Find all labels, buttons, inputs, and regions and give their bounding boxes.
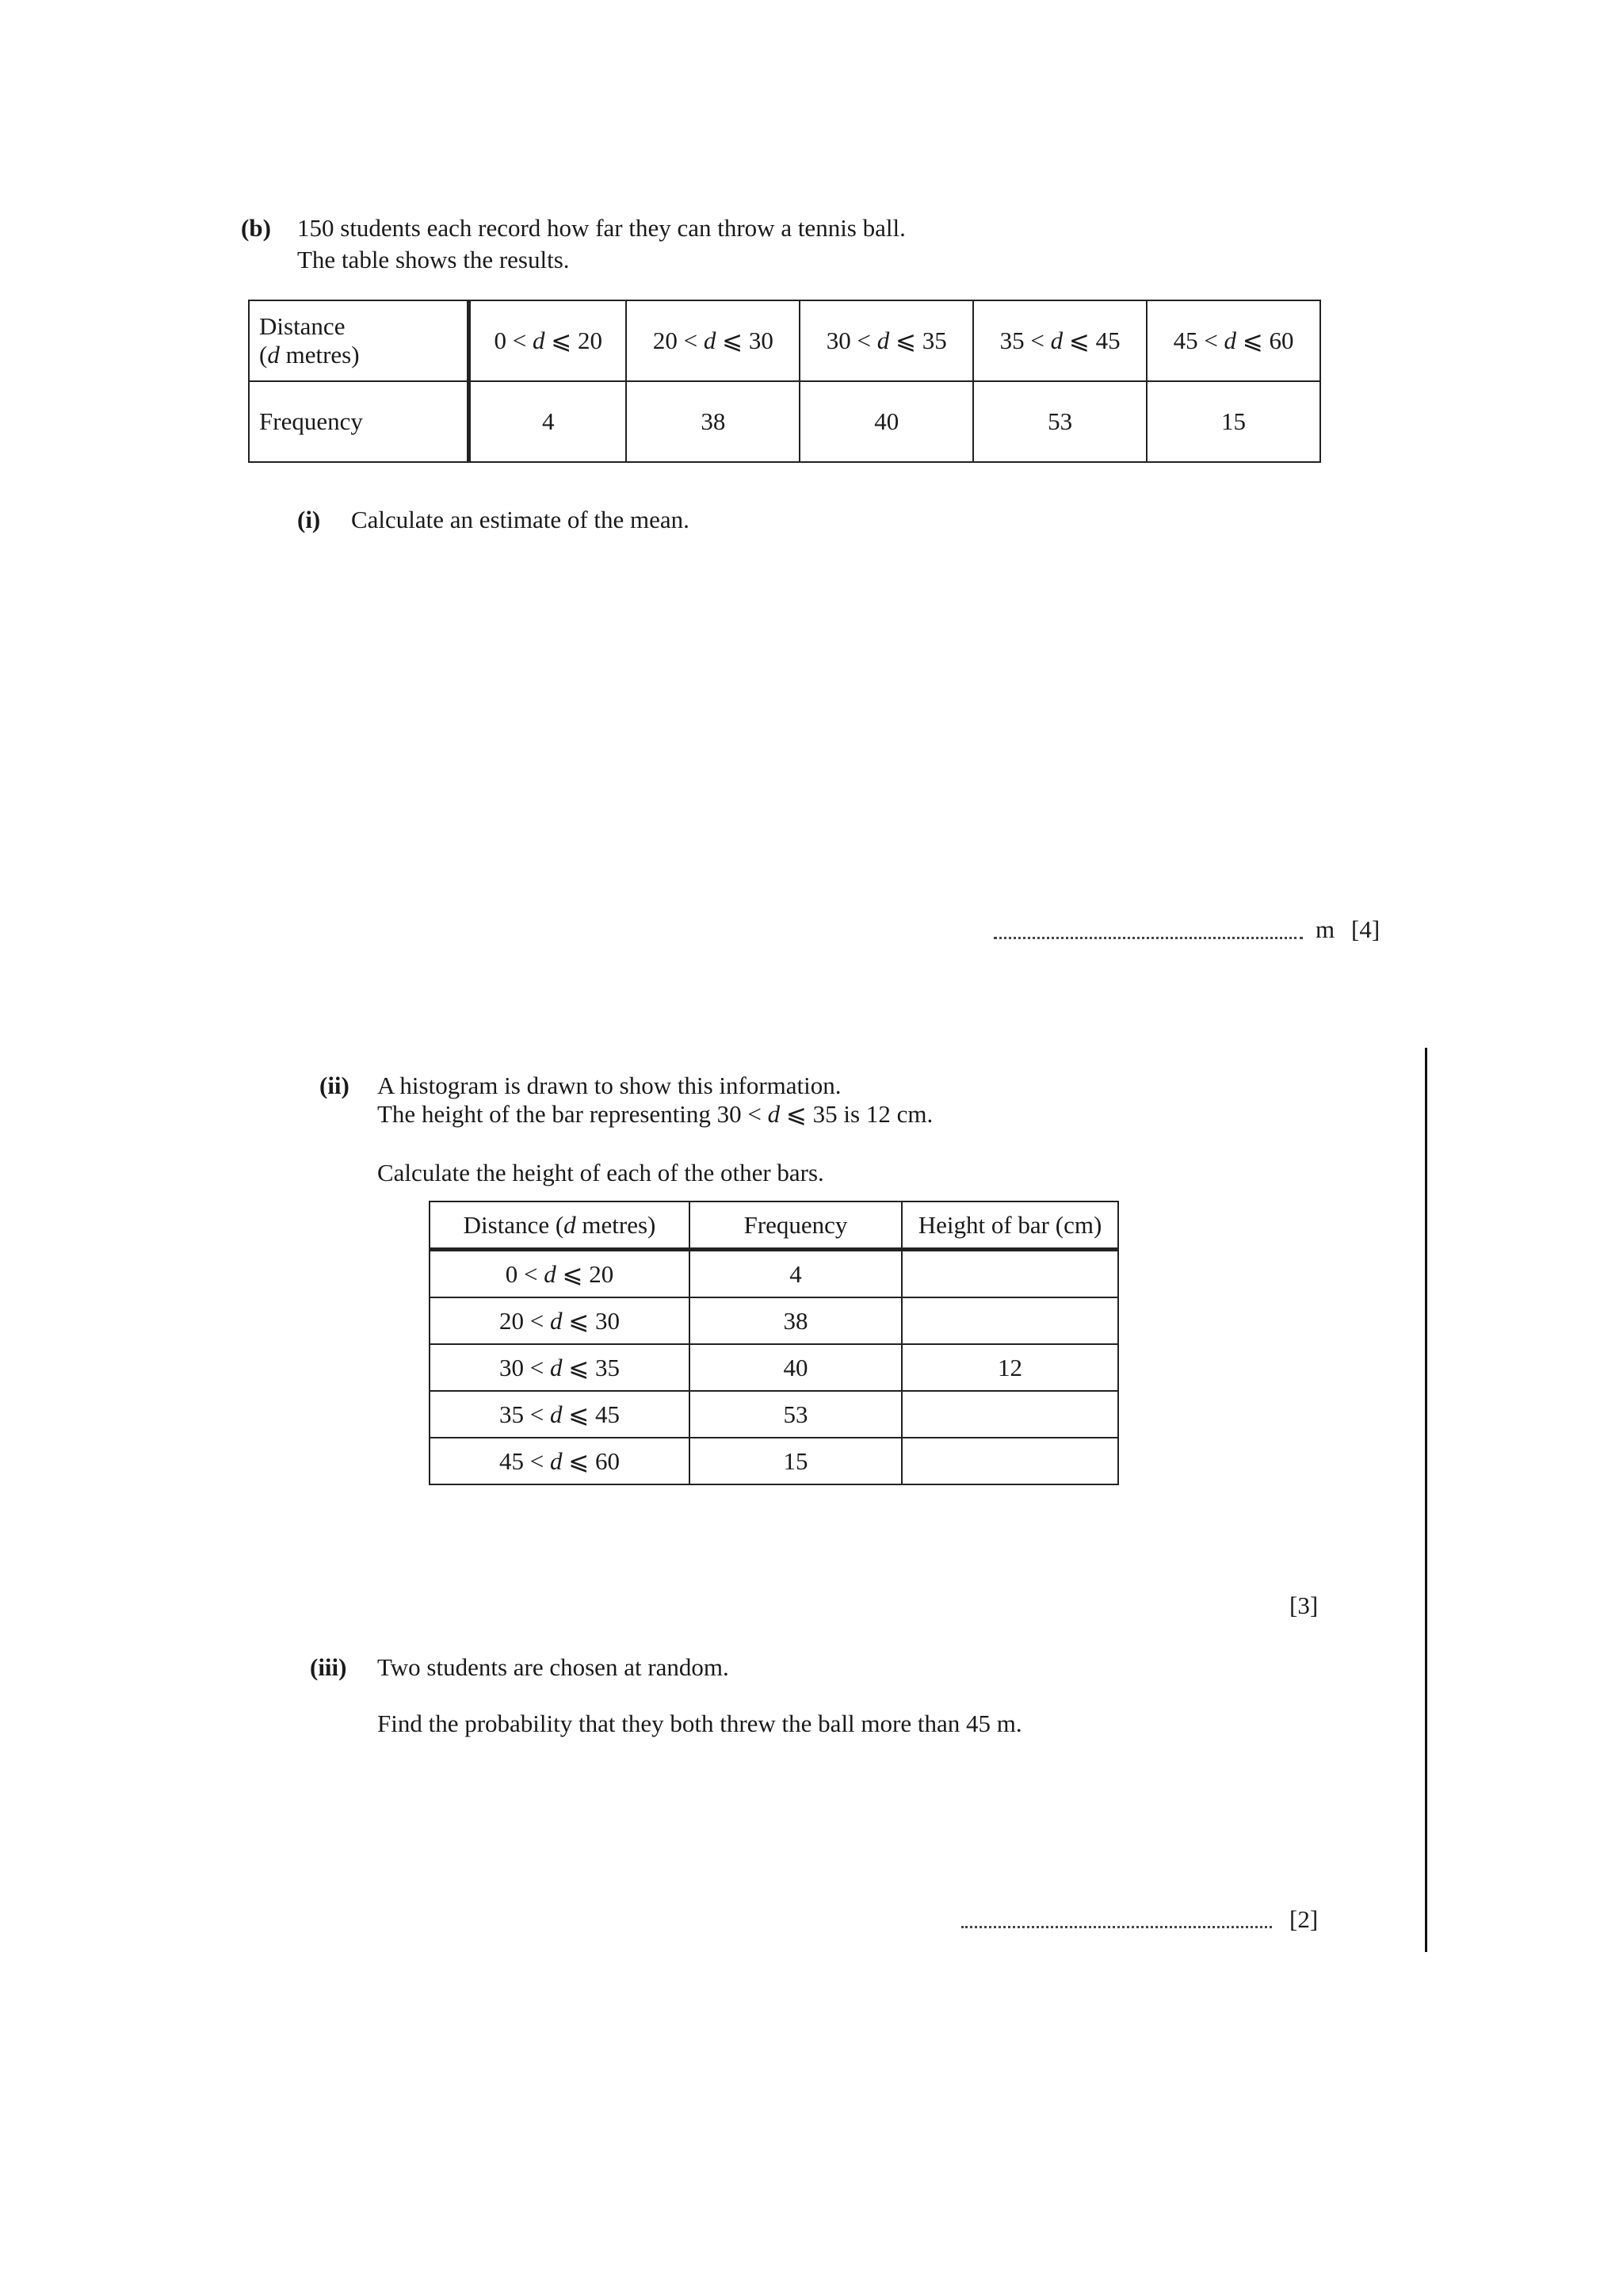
interval-cell: 20 < d ⩽ 30 <box>626 300 800 381</box>
height-answer-cell[interactable] <box>902 1250 1118 1298</box>
question-ii-line3: Calculate the height of each of the other bars. <box>377 1159 824 1186</box>
frequency-cell: 15 <box>689 1438 902 1484</box>
frequency-table <box>248 300 1321 463</box>
table-row <box>430 1297 1118 1344</box>
question-ii-label: (ii) <box>319 1072 349 1099</box>
frequency-cell: 53 <box>973 381 1147 462</box>
frequency-cell: 4 <box>469 381 627 462</box>
interval-cell: 30 < d ⩽ 35 <box>430 1344 689 1391</box>
interval-cell: 0 < d ⩽ 20 <box>430 1250 689 1298</box>
question-i-label: (i) <box>297 506 321 533</box>
frequency-cell: 40 <box>689 1344 902 1391</box>
frequency-column-header: Frequency <box>689 1201 902 1250</box>
height-given-cell: 12 <box>902 1344 1118 1391</box>
interval-cell: 35 < d ⩽ 45 <box>430 1391 689 1438</box>
interval-cell: 30 < d ⩽ 35 <box>800 300 973 381</box>
frequency-cell: 40 <box>800 381 973 462</box>
unit-label: m <box>1316 915 1335 943</box>
height-answer-cell[interactable] <box>902 1438 1118 1484</box>
interval-cell: 45 < d ⩽ 60 <box>1147 300 1320 381</box>
frequency-cell: 53 <box>689 1391 902 1438</box>
table-row <box>430 1438 1118 1484</box>
marks-ii: [3] <box>1289 1591 1319 1619</box>
margin-rule <box>1425 1048 1427 1952</box>
distance-column-header: Distance (d metres) <box>430 1201 689 1250</box>
question-i-text: Calculate an estimate of the mean. <box>351 506 689 533</box>
frequency-cell: 38 <box>626 381 800 462</box>
distance-header-line2: (d metres) <box>259 341 360 369</box>
distance-header-cell <box>249 300 469 381</box>
question-iii-label: (iii) <box>310 1653 347 1681</box>
question-ii-line2: The height of the bar representing 30 < d ⩽ 35 is 12 cm. <box>377 1100 934 1128</box>
part-label: (b) <box>241 214 271 242</box>
marks-i: [4] <box>1351 915 1381 943</box>
frequency-cell: 38 <box>689 1297 902 1344</box>
frequency-cell: 15 <box>1147 381 1320 462</box>
table-row <box>430 1344 1118 1391</box>
histogram-height-table <box>429 1201 1119 1485</box>
distance-header-line1: Distance <box>259 312 346 340</box>
intro-line-1: 150 students each record how far they can throw a tennis ball. <box>297 214 906 242</box>
interval-cell: 20 < d ⩽ 30 <box>430 1297 689 1344</box>
answer-line-i[interactable] <box>994 937 1303 939</box>
frequency-label-cell: Frequency <box>249 381 469 462</box>
interval-cell: 35 < d ⩽ 45 <box>973 300 1147 381</box>
answer-line-iii[interactable] <box>961 1926 1272 1928</box>
marks-iii: [2] <box>1289 1905 1319 1933</box>
interval-cell: 45 < d ⩽ 60 <box>430 1438 689 1484</box>
question-iii-line2: Find the probability that they both threw the ball more than 45 m. <box>377 1710 1022 1737</box>
height-answer-cell[interactable] <box>902 1297 1118 1344</box>
interval-cell: 0 < d ⩽ 20 <box>469 300 627 381</box>
table-row <box>430 1391 1118 1438</box>
table-row <box>430 1250 1118 1298</box>
frequency-cell: 4 <box>689 1250 902 1298</box>
height-column-header: Height of bar (cm) <box>902 1201 1118 1250</box>
height-answer-cell[interactable] <box>902 1391 1118 1438</box>
intro-line-2: The table shows the results. <box>297 246 570 273</box>
question-ii-line1: A histogram is drawn to show this information. <box>377 1072 842 1099</box>
question-iii-line1: Two students are chosen at random. <box>377 1653 729 1681</box>
